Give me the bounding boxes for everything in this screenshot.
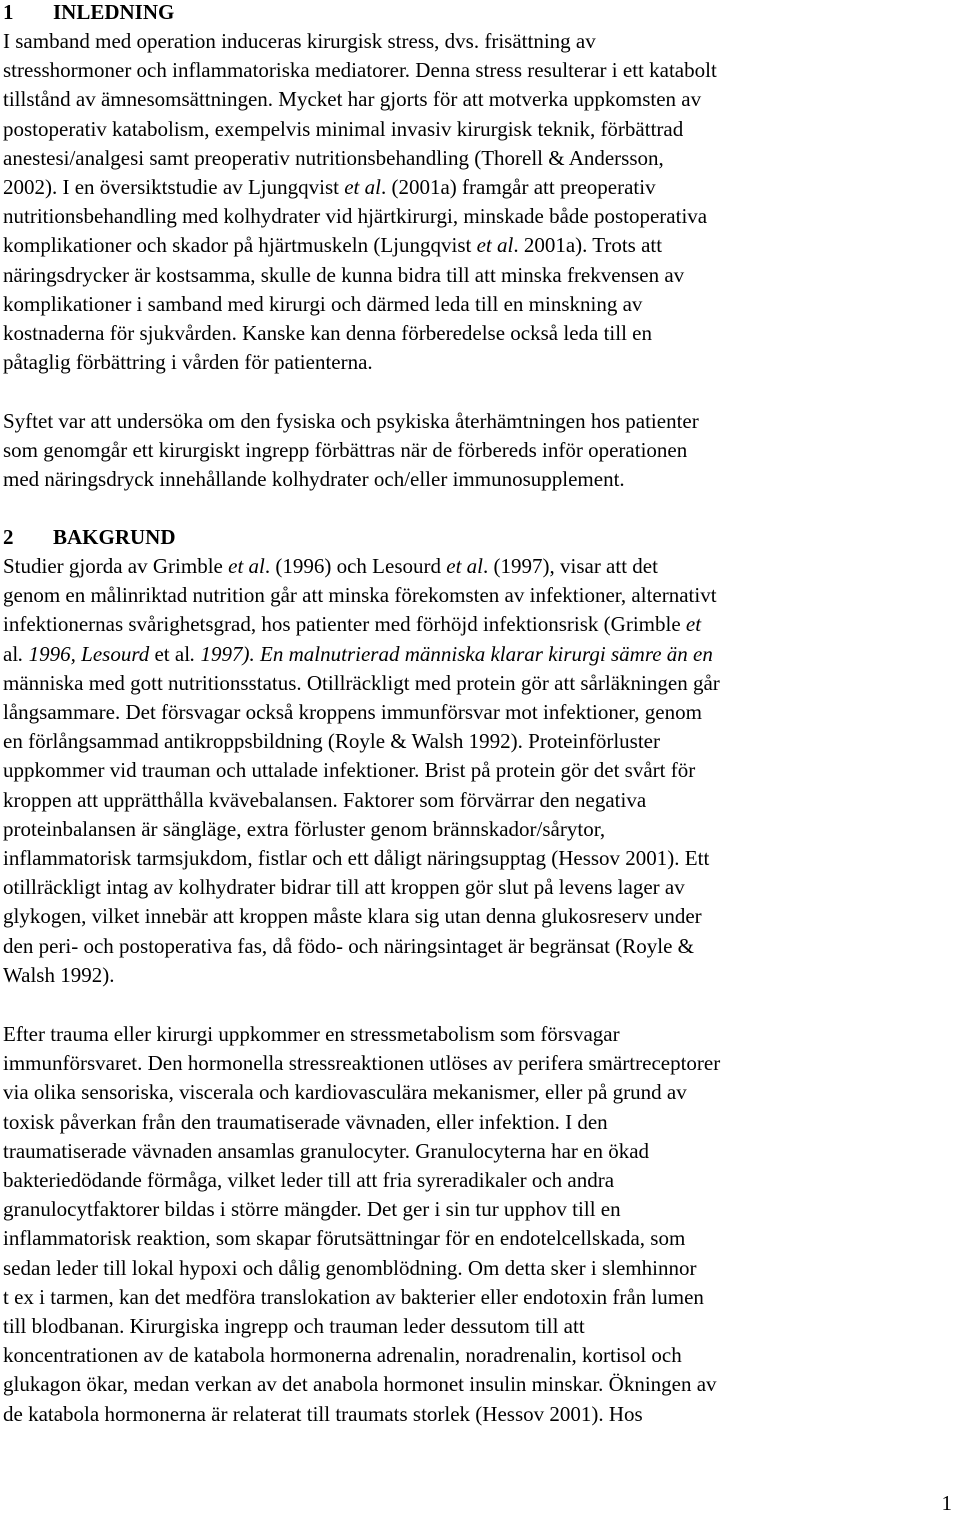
- text-line: [3, 261, 953, 290]
- text-run: . (1997), visar att det: [483, 554, 658, 578]
- paragraph: [3, 407, 953, 495]
- text-run: komplikationer och skador på hjärtmuskeln (Ljungqvist: [3, 233, 477, 258]
- text-line: [3, 786, 953, 815]
- text-run: bakteriedödande förmåga, vilket leder till att fria syreradikaler och andra: [3, 1168, 615, 1193]
- text-line: [3, 844, 953, 873]
- text-line: [3, 465, 953, 494]
- text-line: [3, 1400, 953, 1429]
- text-run: långsammare. Det försvagar också kroppens immunförsvar mot infektioner, genom: [3, 700, 702, 725]
- text-line: [3, 552, 953, 581]
- text-line: [3, 407, 953, 436]
- text-run: med näringsdryck innehållande kolhydrater och/eller immunosupplement.: [3, 467, 625, 492]
- text-run: . 2001a). Trots att: [513, 233, 663, 258]
- text-run: en förlångsammad antikroppsbildning (Royle & Walsh 1992). Proteinförluster: [3, 729, 660, 754]
- text-line: [3, 698, 953, 727]
- text-line: [3, 115, 953, 144]
- paragraph: [3, 27, 953, 377]
- text-line: [3, 202, 953, 231]
- text-run: Walsh 1992).: [3, 962, 115, 987]
- text-line: [3, 1137, 953, 1166]
- text-run: koncentrationen av de katabola hormonerna adrenalin, noradrenalin, kortisol och: [3, 1343, 682, 1368]
- text-run: infektionernas svårighetsgrad, hos patienter med förhöjd infektionsrisk (Grimble: [3, 612, 686, 637]
- text-run: Studier gjorda av Grimble: [3, 554, 229, 578]
- text-run: . (2001a) framgår att preoperativ: [380, 175, 656, 200]
- text-line: [3, 610, 953, 639]
- text-run: kroppen att upprätthålla kvävebalansen. Faktorer som förvärrar den negativa: [3, 787, 647, 812]
- italic-text: et al: [476, 233, 514, 258]
- text-line: [3, 902, 953, 931]
- text-line: [3, 932, 953, 961]
- text-line: [3, 815, 953, 844]
- text-run: otillräckligt intag av kolhydrater bidrar till att kroppen gör slut på levens lager av: [3, 875, 685, 900]
- text-line: [3, 173, 953, 202]
- text-run: immunförsvaret. Den hormonella stressreaktionen utlöses av perifera smärtreceptorer: [3, 1051, 721, 1076]
- section-heading-inledning: [3, 0, 953, 27]
- text-line: [3, 669, 953, 698]
- text-line: [3, 1049, 953, 1078]
- text-run: toxisk påverkan från den traumatiserade vävnaden, eller infektion. I den: [3, 1109, 608, 1134]
- text-run: Syftet var att undersöka om den fysiska och psykiska återhämtningen hos patienter: [3, 409, 699, 433]
- text-run: Efter trauma eller kirurgi uppkommer en stressmetabolism som försvagar: [3, 1022, 620, 1046]
- text-run: kostnaderna för sjukvården. Kanske kan denna förberedelse också leda till en: [3, 321, 653, 346]
- text-run: al: [3, 641, 19, 666]
- text-run: glykogen, vilket innebär att kroppen måste klara sig utan denna glukosreserv under: [3, 904, 702, 929]
- italic-text: et al: [344, 175, 381, 200]
- heading-number: 2: [3, 525, 14, 549]
- text-line: [3, 581, 953, 610]
- italic-text: . 1997). En malnutrierad människa klarar kirurgi sämre än en: [190, 641, 713, 666]
- italic-text: . 1996, Lesourd: [18, 641, 155, 666]
- heading-title: BAKGRUND: [53, 525, 176, 549]
- paragraph: [3, 1020, 953, 1429]
- text-run: anestesi/analgesi samt preoperativ nutritionsbehandling (Thorell & Andersson,: [3, 145, 664, 170]
- text-run: påtaglig förbättring i vården för patienterna.: [3, 350, 373, 375]
- text-line: [3, 1312, 953, 1341]
- text-run: tillstånd av ämnesomsättningen. Mycket har gjorts för att motverka uppkomsten av: [3, 87, 702, 112]
- heading-title: INLEDNING: [53, 0, 175, 24]
- text-run: genom en målinriktad nutrition går att minska förekomsten av infektioner, alternativt: [3, 583, 717, 608]
- text-line: [3, 436, 953, 465]
- text-run: den peri- och postoperativa fas, då födo- och näringsintaget är begränsat (Royle &: [3, 933, 695, 958]
- text-run: inflammatorisk reaktion, som skapar förutsättningar för en endotelcellskada, som: [3, 1226, 686, 1251]
- text-line: [3, 85, 953, 114]
- text-run: glukagon ökar, medan verkan av det anabola hormonet insulin minskar. Ökningen av: [3, 1372, 717, 1397]
- text-line: [3, 961, 953, 990]
- text-run: granulocytfaktorer bildas i större mängder. Det ger i sin tur upphov till en: [3, 1197, 621, 1222]
- text-line: [3, 1370, 953, 1399]
- text-run: proteinbalansen är sängläge, extra förluster genom brännskador/sårytor,: [3, 816, 606, 841]
- text-line: [3, 1195, 953, 1224]
- text-run: t ex i tarmen, kan det medföra translokation av bakterier eller endotoxin från lumen: [3, 1284, 704, 1309]
- text-run: traumatiserade vävnaden ansamlas granulocyter. Granulocyterna har en ökad: [3, 1138, 650, 1163]
- section-heading-bakgrund: [3, 523, 953, 552]
- text-run: postoperativ katabolism, exempelvis minimal invasiv kirurgisk teknik, förbättrad: [3, 116, 684, 141]
- text-line: [3, 56, 953, 85]
- italic-text: et al: [228, 554, 265, 578]
- text-run: via olika sensoriska, viscerala och kardiovasculära mekanismer, eller på grund av: [3, 1080, 687, 1105]
- text-run: människa med gott nutritionsstatus. Otillräckligt med protein gör att sårläkningen går: [3, 670, 720, 695]
- text-line: [3, 1078, 953, 1107]
- text-run: till blodbanan. Kirurgiska ingrepp och trauman leder dessutom till att: [3, 1314, 585, 1339]
- text-line: [3, 1341, 953, 1370]
- text-line: [3, 640, 953, 669]
- italic-text: et: [685, 612, 702, 637]
- text-run: inflammatorisk tarmsjukdom, fistlar och ett dåligt näringsupptag (Hessov 2001). Ett: [3, 846, 710, 871]
- text-line: [3, 231, 953, 260]
- text-line: [3, 319, 953, 348]
- text-run: komplikationer i samband med kirurgi och därmed leda till en minskning av: [3, 291, 643, 316]
- text-line: [3, 1020, 953, 1049]
- italic-text: et al: [446, 554, 483, 578]
- text-run: . (1996) och Lesourd: [264, 554, 447, 578]
- text-run: sedan leder till lokal hypoxi och dålig genomblödning. Om detta sker i slemhinnor: [3, 1255, 697, 1280]
- text-line: [3, 290, 953, 319]
- text-line: [3, 348, 953, 377]
- text-run: et al: [154, 641, 191, 666]
- text-line: [3, 1254, 953, 1283]
- text-line: [3, 27, 953, 56]
- text-line: [3, 1166, 953, 1195]
- text-line: [3, 873, 953, 902]
- text-line: [3, 756, 953, 785]
- text-run: I samband med operation induceras kirurgisk stress, dvs. frisättning av: [3, 29, 596, 53]
- text-line: [3, 1108, 953, 1137]
- text-line: [3, 727, 953, 756]
- text-run: nutritionsbehandling med kolhydrater vid hjärtkirurgi, minskade både postoperativa: [3, 204, 708, 229]
- heading-number: 1: [3, 0, 14, 24]
- text-run: 2002). I en översiktstudie av Ljungqvist: [3, 175, 345, 200]
- text-run: uppkommer vid trauman och uttalade infektioner. Brist på protein gör det svårt för: [3, 758, 696, 783]
- text-run: stresshormoner och inflammatoriska mediatorer. Denna stress resulterar i ett katabolt: [3, 58, 717, 83]
- text-run: som genomgår ett kirurgiskt ingrepp förbättras när de förbereds inför operationen: [3, 438, 688, 463]
- page-number: 1: [941, 1491, 952, 1515]
- text-line: [3, 1283, 953, 1312]
- text-run: näringsdrycker är kostsamma, skulle de kunna bidra till att minska frekvensen av: [3, 262, 685, 287]
- text-line: [3, 1224, 953, 1253]
- paragraph: [3, 552, 953, 990]
- text-line: [3, 144, 953, 173]
- text-run: de katabola hormonerna är relaterat till traumats storlek (Hessov 2001). Hos: [3, 1401, 643, 1426]
